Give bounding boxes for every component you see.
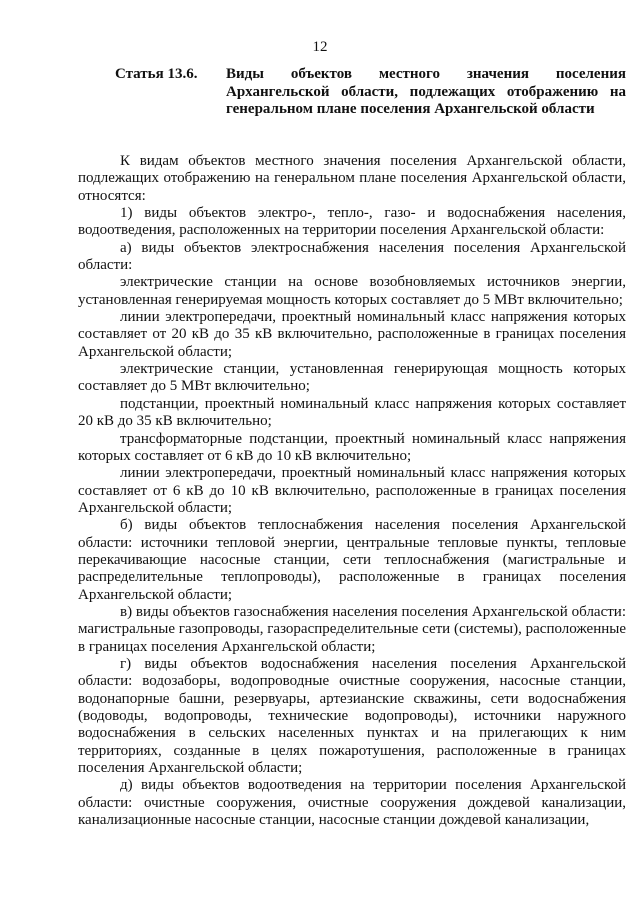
paragraph-item-v: в) виды объектов газоснабжения населения поселения Архангельской области: магистральные газопроводы, газораспределительные сети (системы), расположенные в границах поселения Архангельской области; <box>78 603 626 655</box>
paragraph-item-b: б) виды объектов теплоснабжения населения поселения Архангельской области: источники тепловой энергии, центральные тепловые пункты, тепловые перекачивающие насосные станции, сети теплоснабжения (магистральные и распределительные теплопроводы), расположенные в границах поселения Архангельской области; <box>78 517 626 603</box>
page-number: 12 <box>312 39 328 55</box>
article-body <box>78 153 626 829</box>
paragraph-renewable-stations: электрические станции на основе возобновляемых источников энергии, установленная генерируемая мощность которых составляет до 5 МВт включительно; <box>78 274 626 308</box>
paragraph-substations: подстанции, проектный номинальный класс напряжения которых составляет 20 кВ до 35 кВ включительно; <box>78 395 626 430</box>
paragraph-item-1: 1) виды объектов электро-, тепло-, газо- и водоснабжения населения, водоотведения, расположенных на территории поселения Архангельской области: <box>78 205 626 239</box>
paragraph-item-d: д) виды объектов водоотведения на территории поселения Архангельской области: очистные сооружения, очистные сооружения дождевой канализации, канализационные насосные станции, насосные станции дождевой канализации, <box>78 777 626 829</box>
paragraph-transformer-substations: трансформаторные подстанции, проектный номинальный класс напряжения которых составляет от 6 кВ до 10 кВ включительно; <box>78 430 626 464</box>
article-number: Статья 13.6. <box>115 66 198 82</box>
paragraph-power-lines-20-35: линии электропередачи, проектный номинальный класс напряжения которых составляет от 20 кВ до 35 кВ включительно, расположенные в границах поселения Архангельской области; <box>78 309 626 360</box>
paragraph-power-stations: электрические станции, установленная генерирующая мощность которых составляет до 5 МВт включительно; <box>78 361 626 395</box>
paragraph-intro: К видам объектов местного значения поселения Архангельской области, подлежащих отображению на генеральном плане поселения Архангельской области, относятся: <box>78 153 626 204</box>
paragraph-power-lines-6-10: линии электропередачи, проектный номинальный класс напряжения которых составляет от 6 кВ до 10 кВ включительно, расположенные в границах поселения Архангельской области; <box>78 465 626 516</box>
article-title: Виды объектов местного значения поселения Архангельской области, подлежащих отображению на генеральном плане поселения Архангельской области <box>226 66 626 117</box>
paragraph-item-g: г) виды объектов водоснабжения населения поселения Архангельской области: водозаборы, водопроводные очистные сооружения, насосные станции, водонапорные башни, резервуары, артезианские скважины, сети водоснабжения (водоводы, водопроводы, технические водопроводы), источники наружного водоснабжения в сельских населенных пунктах и на прилегающих к ним территориях, созданные в целях пожаротушения, расположенные в границах поселения Архангельской области; <box>78 655 626 777</box>
paragraph-item-a: а) виды объектов электроснабжения населения поселения Архангельской области: <box>78 239 626 274</box>
